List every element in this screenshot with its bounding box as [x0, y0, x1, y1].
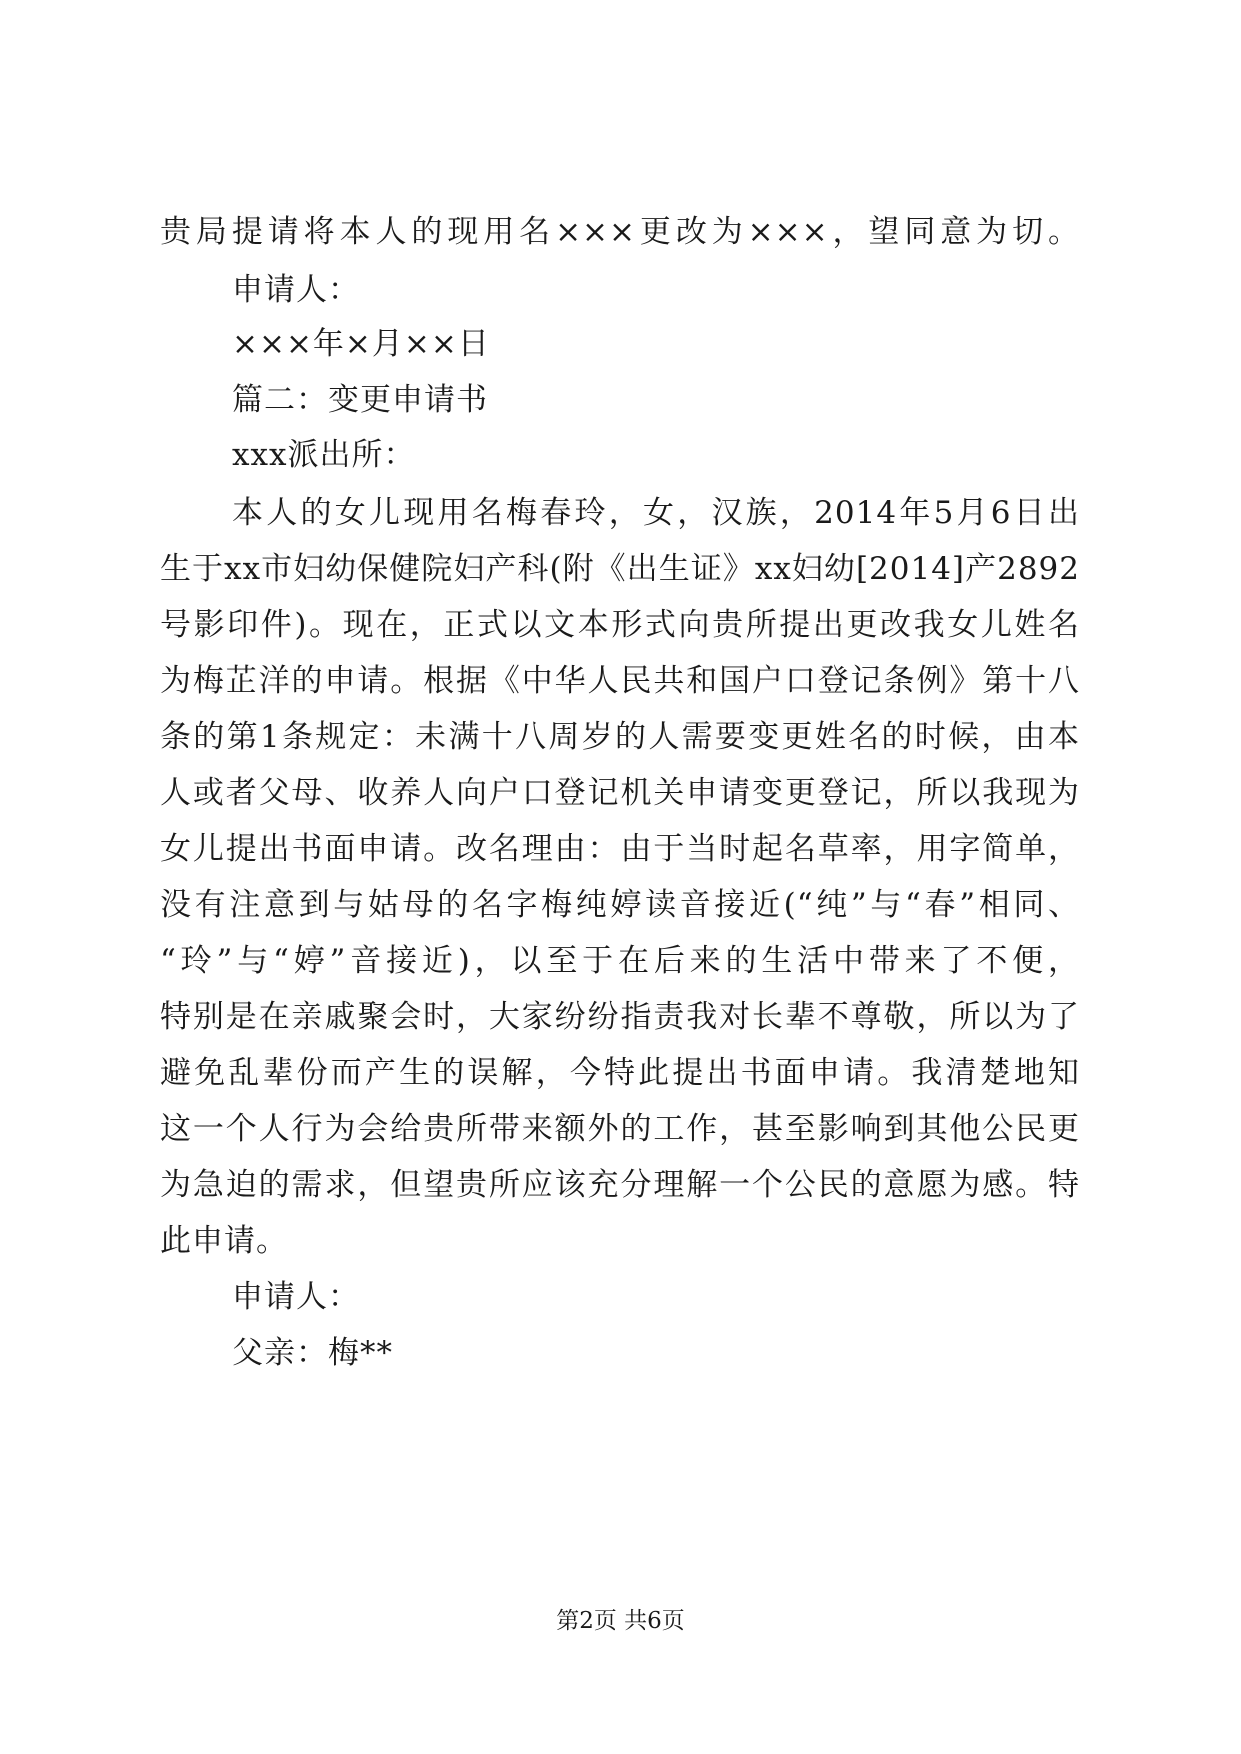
date-line: ×××年×月××日: [232, 326, 490, 362]
body-line: 条的第1条规定：未满十八周岁的人需要变更姓名的时候，由本: [160, 719, 1080, 755]
body-line: 为急迫的需求，但望贵所应该充分理解一个公民的意愿为感。特: [160, 1167, 1080, 1203]
applicant-label: 申请人：: [232, 272, 360, 308]
father-signature-line: 父亲：梅**: [232, 1335, 393, 1371]
body-line: 没有注意到与姑母的名字梅纯婷读音接近(“纯”与“春”相同、: [160, 887, 1080, 923]
body-line: “玲”与“婷”音接近)，以至于在后来的生活中带来了不便，: [160, 943, 1080, 979]
page-indicator: 第2页 共6页: [556, 1608, 685, 1634]
body-line: 避免乱辈份而产生的误解，今特此提出书面申请。我清楚地知: [160, 1055, 1080, 1091]
body-line: 女儿提出书面申请。改名理由：由于当时起名草率，用字简单，: [160, 831, 1080, 867]
body-line: 此申请。: [160, 1223, 288, 1259]
body-line: 特别是在亲戚聚会时，大家纷纷指责我对长辈不尊敬，所以为了: [160, 999, 1080, 1035]
body-line: 为梅芷洋的申请。根据《中华人民共和国户口登记条例》第十八: [160, 663, 1080, 699]
body-line: 人或者父母、收养人向户口登记机关申请变更登记，所以我现为: [160, 775, 1080, 811]
body-line: 号影印件)。现在，正式以文本形式向贵所提出更改我女儿姓名: [160, 607, 1080, 643]
body-line: 本人的女儿现用名梅春玲，女，汉族，2014年5月6日出: [232, 495, 1080, 531]
body-line: 这一个人行为会给贵所带来额外的工作，甚至影响到其他公民更: [160, 1111, 1080, 1147]
paragraph-continuation: 贵局提请将本人的现用名×××更改为×××，望同意为切。: [160, 214, 1080, 250]
section-title: 篇二：变更申请书: [232, 382, 488, 418]
body-line: 生于xx市妇幼保健院妇产科(附《出生证》xx妇幼[2014]产2892: [160, 551, 1080, 587]
addressee: xxx派出所：: [232, 437, 416, 473]
applicant-label: 申请人：: [232, 1279, 360, 1315]
